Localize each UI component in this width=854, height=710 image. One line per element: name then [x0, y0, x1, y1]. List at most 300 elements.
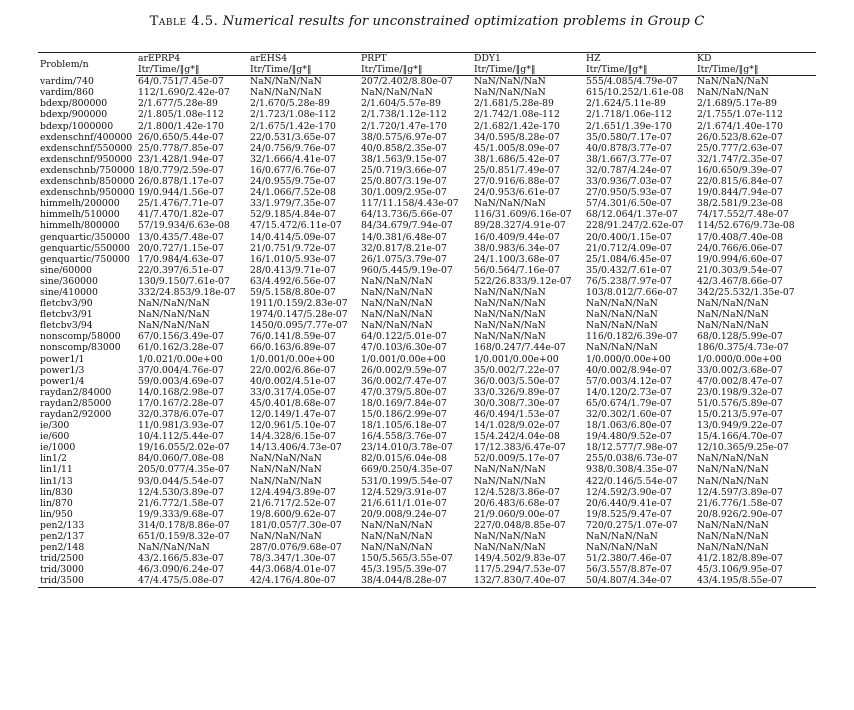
result-cell: NaN/NaN/NaN: [361, 320, 433, 332]
result-cell: 24/0.953/6.61e-07: [474, 187, 560, 199]
result-cell: 61/0.162/3.28e-07: [138, 342, 224, 354]
result-cell: 22/0.815/6.84e-07: [697, 176, 783, 188]
problem-cell: exdenschnf/550000: [40, 142, 133, 154]
method-header: HZ: [584, 53, 695, 65]
result-cell: 14/0.381/6.48e-07: [361, 231, 447, 243]
table-row: [38, 121, 816, 132]
result-cell: 45/1.005/8.09e-07: [474, 142, 560, 154]
table-row: [38, 287, 816, 298]
problem-cell: vardim/740: [40, 75, 94, 87]
result-cell: NaN/NaN/NaN: [474, 286, 546, 298]
result-cell: 1/0.000/0.00e+00: [697, 353, 782, 365]
result-cell: 37/0.004/4.76e-07: [138, 364, 224, 376]
result-cell: NaN/NaN/NaN: [586, 320, 658, 332]
problem-cell: lin1/2: [40, 453, 67, 465]
table-row: [38, 431, 816, 442]
metric-subheader: Itr/Time/‖g*‖: [136, 64, 248, 76]
result-cell: 16/4.558/3.76e-07: [361, 431, 447, 443]
result-cell: 64/0.122/5.01e-07: [361, 331, 447, 343]
table-row: [38, 476, 816, 487]
result-cell: NaN/NaN/NaN: [697, 464, 769, 476]
result-cell: 24/1.100/3.68e-07: [474, 253, 560, 265]
result-cell: NaN/NaN/NaN: [697, 298, 769, 310]
result-cell: 41/7.470/1.82e-07: [138, 209, 224, 221]
problem-cell: trid/3500: [38, 575, 136, 587]
result-cell: 10/4.112/5.44e-07: [138, 431, 224, 443]
result-cell: 116/31.609/6.16e-07: [474, 209, 572, 221]
result-cell: 68/12.064/1.37e-07: [586, 209, 678, 221]
result-cell: 18/1.105/6.18e-07: [361, 420, 447, 432]
result-cell: 13/0.435/7.48e-07: [138, 231, 224, 243]
problem-cell: exdenschnb/850000: [40, 176, 135, 188]
result-cell: 64/13.736/5.66e-07: [361, 209, 453, 221]
result-cell: 38/1.667/3.77e-07: [586, 153, 672, 165]
result-cell: NaN/NaN/NaN: [361, 519, 433, 531]
result-cell: 84/0.060/7.08e-08: [138, 453, 224, 465]
result-cell: 17/0.167/2.28e-07: [138, 397, 224, 409]
problem-cell: pen2/148: [40, 542, 85, 554]
result-cell: 114/52.676/9.73e-08: [697, 220, 795, 232]
result-cell: 14/0.168/2.98e-07: [138, 386, 224, 398]
problem-cell: sine/60000: [40, 264, 92, 276]
result-cell: 168/0.247/7.44e-07: [474, 342, 566, 354]
result-cell: 43/4.195/8.55e-07: [695, 575, 816, 587]
result-cell: 66/0.163/6.89e-07: [250, 342, 336, 354]
method-header: PRPT: [359, 53, 472, 65]
table-row: [38, 564, 816, 575]
result-cell: 38/2.581/9.23e-08: [697, 198, 783, 210]
result-cell: 12/0.961/5.10e-07: [250, 420, 336, 432]
result-cell: 36/0.002/7.47e-07: [361, 375, 447, 387]
result-cell: 42/4.176/4.80e-07: [248, 575, 359, 587]
table-row: [38, 398, 816, 409]
problem-cell: lin/830: [40, 486, 73, 498]
result-cell: 2/1.682/1.42e-170: [474, 120, 560, 132]
result-cell: 21/6.611/1.01e-07: [361, 497, 447, 509]
problem-cell: exdenschnb/950000: [40, 187, 135, 199]
table-row: [38, 487, 816, 498]
result-cell: 33/0.002/3.68e-07: [697, 364, 783, 376]
result-cell: NaN/NaN/NaN: [250, 531, 322, 543]
result-cell: 30/0.308/7.30e-07: [474, 397, 560, 409]
result-cell: 255/0.038/6.73e-07: [586, 453, 678, 465]
result-cell: 22/0.397/6.51e-07: [138, 264, 224, 276]
result-cell: NaN/NaN/NaN: [474, 298, 546, 310]
result-cell: 1/0.001/0.00e+00: [474, 353, 559, 365]
result-cell: 47/0.379/5.80e-07: [361, 386, 447, 398]
result-cell: 47/4.475/5.08e-07: [136, 575, 248, 587]
result-cell: 18/0.169/7.84e-07: [361, 397, 447, 409]
header-row-metrics: [38, 64, 816, 76]
result-cell: 2/1.681/5.28e-89: [474, 98, 554, 110]
result-cell: 132/7.830/7.40e-07: [472, 575, 584, 587]
result-cell: 21/0.751/9.72e-07: [250, 242, 336, 254]
table-row: [38, 498, 816, 509]
table-row: [38, 154, 816, 165]
result-cell: 422/0.146/5.54e-07: [586, 475, 678, 487]
table-row: [38, 531, 816, 542]
result-cell: NaN/NaN/NaN: [697, 542, 769, 554]
result-cell: 16/1.010/5.93e-07: [250, 253, 336, 265]
result-cell: 19/0.994/6.60e-07: [697, 253, 783, 265]
result-cell: 17/0.984/4.63e-07: [138, 253, 224, 265]
problem-cell: lin1/11: [40, 464, 73, 476]
result-cell: 32/1.747/2.35e-07: [697, 153, 783, 165]
problem-cell: power1/3: [40, 364, 85, 376]
result-cell: 45/0.401/8.68e-07: [250, 397, 336, 409]
result-cell: 28/0.413/9.71e-07: [250, 264, 336, 276]
table-row: [38, 575, 816, 587]
metric-subheader: Itr/Time/‖g*‖: [584, 64, 695, 76]
result-cell: 15/0.186/2.99e-07: [361, 409, 447, 420]
result-cell: 342/25.532/1.35e-07: [697, 286, 795, 298]
table-row: [38, 198, 816, 209]
result-cell: 74/17.552/7.48e-07: [697, 209, 789, 221]
metric-subheader: Itr/Time/‖g*‖: [359, 64, 472, 76]
result-cell: 2/1.674/1.40e-170: [697, 120, 783, 132]
table-row: [38, 143, 816, 154]
result-cell: 18/12.577/7.98e-07: [586, 442, 678, 454]
result-cell: 43/2.166/5.83e-07: [138, 553, 224, 565]
result-cell: 33/0.326/9.89e-07: [474, 386, 560, 398]
result-cell: NaN/NaN/NaN: [697, 320, 769, 332]
results-table: [38, 52, 816, 588]
result-cell: 40/0.002/4.51e-07: [250, 375, 336, 387]
result-cell: NaN/NaN/NaN: [697, 475, 769, 487]
problem-cell: pen2/137: [40, 531, 85, 543]
result-cell: 1/0.000/0.00e+00: [586, 353, 671, 365]
result-cell: NaN/NaN/NaN: [250, 453, 322, 465]
result-cell: 27/0.950/5.93e-07: [586, 187, 672, 199]
result-cell: 32/1.666/4.41e-07: [250, 153, 336, 165]
result-cell: 20/8.926/2.90e-07: [697, 508, 783, 520]
result-cell: 52/9.185/4.84e-07: [250, 209, 336, 221]
result-cell: 25/0.778/7.85e-07: [138, 142, 224, 154]
result-cell: 18/0.779/2.59e-07: [138, 164, 224, 176]
result-cell: 26/0.523/8.62e-07: [697, 131, 783, 143]
problem-cell: himmelh/200000: [40, 198, 120, 210]
result-cell: 1/0.001/0.00e+00: [250, 353, 335, 365]
result-cell: 19/16.055/2.02e-07: [138, 442, 230, 454]
problem-cell: fletcbv3/91: [40, 309, 93, 321]
result-cell: 20/6.483/6.68e-07: [474, 497, 560, 509]
result-cell: 555/4.085/4.79e-07: [586, 76, 678, 88]
result-cell: 522/26.833/9.12e-07: [474, 275, 572, 287]
result-cell: 32/0.787/4.24e-07: [586, 164, 672, 176]
result-cell: 20/6.440/9.41e-07: [586, 497, 672, 509]
result-cell: 82/0.015/6.04e-08: [361, 453, 447, 465]
result-cell: 32/0.378/6.07e-07: [138, 409, 224, 420]
method-header: DDY1: [472, 53, 584, 65]
result-cell: NaN/NaN/NaN: [474, 464, 546, 476]
table-row: [38, 87, 816, 98]
problem-cell: bdexp/1000000: [40, 120, 114, 132]
result-cell: 17/0.408/7.40e-08: [697, 231, 783, 243]
problem-cell: nonscomp/58000: [40, 331, 121, 343]
result-cell: 35/0.002/7.22e-07: [474, 364, 560, 376]
result-cell: 47/0.103/6.30e-07: [361, 342, 447, 354]
result-cell: NaN/NaN/NaN: [361, 87, 433, 99]
table-row: [38, 331, 816, 342]
result-cell: NaN/NaN/NaN: [474, 542, 546, 554]
result-cell: 59/5.158/8.80e-07: [250, 286, 336, 298]
result-cell: 227/0.048/8.85e-07: [474, 519, 566, 531]
table-row: [38, 509, 816, 520]
result-cell: NaN/NaN/NaN: [474, 87, 546, 99]
result-cell: 12/4.494/3.89e-07: [250, 486, 336, 498]
result-cell: 1/0.001/0.00e+00: [361, 353, 446, 365]
result-cell: 18/1.063/6.80e-07: [586, 420, 672, 432]
result-cell: 21/0.712/4.09e-07: [586, 242, 672, 254]
result-cell: 19/8.525/9.47e-07: [586, 508, 672, 520]
result-cell: 33/1.979/7.35e-07: [250, 198, 336, 210]
result-cell: 2/1.670/5.28e-89: [250, 98, 330, 110]
result-cell: 205/0.077/4.35e-07: [138, 464, 230, 476]
result-cell: 26/0.650/5.44e-07: [138, 131, 224, 143]
problem-column-header: Problem/n: [38, 53, 136, 76]
result-cell: 938/0.308/4.35e-07: [586, 464, 678, 476]
result-cell: 23/0.198/9.32e-07: [697, 386, 783, 398]
table-row: [38, 220, 816, 231]
result-cell: 89/28.327/4.91e-07: [474, 220, 566, 232]
result-cell: 2/1.718/1.06e-112: [586, 109, 672, 121]
result-cell: 19/9.333/9.68e-07: [138, 508, 224, 520]
result-cell: 15/0.213/5.97e-07: [697, 409, 783, 420]
metric-subheader: Itr/Time/‖g*‖: [472, 64, 584, 76]
result-cell: 21/9.060/9.00e-07: [474, 508, 560, 520]
result-cell: 56/0.564/7.16e-07: [474, 264, 560, 276]
result-cell: NaN/NaN/NaN: [361, 531, 433, 543]
result-cell: 112/1.690/2.42e-07: [138, 87, 230, 99]
result-cell: 15/4.242/4.04e-08: [474, 431, 560, 443]
result-cell: NaN/NaN/NaN: [697, 309, 769, 321]
metric-subheader: Itr/Time/‖g*‖: [695, 64, 816, 76]
result-cell: NaN/NaN/NaN: [474, 320, 546, 332]
result-cell: 2/1.720/1.47e-170: [361, 120, 447, 132]
table-row: [38, 542, 816, 553]
result-cell: 1/0.021/0.00e+00: [138, 353, 223, 365]
result-cell: 22/0.002/6.86e-07: [250, 364, 336, 376]
result-cell: 2/1.604/5.57e-89: [361, 98, 441, 110]
result-cell: NaN/NaN/NaN: [697, 76, 769, 88]
method-header: arEHS4: [248, 53, 359, 65]
result-cell: 14/0.120/2.73e-07: [586, 386, 672, 398]
result-cell: 19/0.944/1.56e-07: [138, 187, 224, 199]
result-cell: NaN/NaN/NaN: [361, 309, 433, 321]
result-cell: NaN/NaN/NaN: [138, 542, 210, 554]
table-row: [38, 376, 816, 387]
problem-cell: exdenschnf/400000: [40, 131, 133, 143]
result-cell: 23/1.428/1.94e-07: [138, 153, 224, 165]
result-cell: 332/24.853/9.18e-07: [138, 286, 236, 298]
result-cell: 19/8.600/9.62e-07: [250, 508, 336, 520]
problem-cell: sine/410000: [40, 286, 98, 298]
result-cell: 12/4.597/3.89e-07: [697, 486, 783, 498]
result-cell: 76/5.238/7.97e-07: [586, 275, 672, 287]
result-cell: 51/0.576/5.89e-07: [697, 397, 783, 409]
result-cell: 51/2.380/7.46e-07: [586, 553, 672, 565]
result-cell: 46/3.090/6.24e-07: [138, 564, 224, 576]
result-cell: 20/0.727/1.15e-07: [138, 242, 224, 254]
result-cell: 32/0.302/1.60e-07: [586, 409, 672, 420]
result-cell: 12/10.365/9.25e-07: [697, 442, 789, 454]
result-cell: NaN/NaN/NaN: [361, 542, 433, 554]
result-cell: NaN/NaN/NaN: [138, 309, 210, 321]
result-cell: NaN/NaN/NaN: [586, 298, 658, 310]
problem-cell: fletcbv3/90: [40, 298, 93, 310]
result-cell: 33/0.936/7.03e-07: [586, 176, 672, 188]
result-cell: 38/0.983/6.34e-07: [474, 242, 560, 254]
result-cell: 2/1.742/1.08e-112: [474, 109, 560, 121]
result-cell: 20/0.400/1.15e-07: [586, 231, 672, 243]
result-cell: 2/1.624/5.11e-89: [586, 98, 666, 110]
result-cell: 150/5.565/3.55e-07: [361, 553, 453, 565]
table-row: [38, 276, 816, 287]
result-cell: NaN/NaN/NaN: [361, 298, 433, 310]
table-row: [38, 420, 816, 431]
result-cell: 40/0.858/2.35e-07: [361, 142, 447, 154]
result-cell: 24/1.066/7.52e-08: [250, 187, 336, 199]
result-cell: 21/6.776/1.58e-07: [697, 497, 783, 509]
problem-cell: power1/4: [40, 375, 85, 387]
result-cell: 32/0.817/8.21e-07: [361, 242, 447, 254]
result-cell: 27/0.916/6.88e-07: [474, 176, 560, 188]
problem-cell: vardim/860: [40, 87, 94, 99]
result-cell: 63/4.492/6.56e-07: [250, 275, 336, 287]
problem-cell: genquartic/750000: [40, 253, 130, 265]
problem-cell: bdexp/900000: [40, 109, 108, 121]
result-cell: 2/1.689/5.17e-89: [697, 98, 777, 110]
result-cell: 35/0.580/7.17e-07: [586, 131, 672, 143]
result-cell: 14/13.406/4.73e-07: [250, 442, 342, 454]
result-cell: NaN/NaN/NaN: [138, 320, 210, 332]
result-cell: 1974/0.147/5.28e-07: [250, 309, 348, 321]
problem-cell: himmelh/800000: [40, 220, 120, 232]
result-cell: 57/0.003/4.12e-07: [586, 375, 672, 387]
result-cell: 12/4.530/3.89e-07: [138, 486, 224, 498]
result-cell: 19/4.480/9.52e-07: [586, 431, 672, 443]
table-row: [38, 309, 816, 320]
result-cell: 84/34.679/7.94e-07: [361, 220, 453, 232]
result-cell: 960/5.445/9.19e-07: [361, 264, 453, 276]
result-cell: 2/1.723/1.08e-112: [250, 109, 336, 121]
result-cell: NaN/NaN/NaN: [474, 331, 546, 343]
table-row: [38, 243, 816, 254]
result-cell: 14/0.414/5.09e-07: [250, 231, 336, 243]
result-cell: 2/1.805/1.08e-112: [138, 109, 224, 121]
result-cell: NaN/NaN/NaN: [250, 87, 322, 99]
result-cell: 615/10.252/1.61e-08: [586, 87, 684, 99]
result-cell: 228/91.247/2.62e-07: [586, 220, 684, 232]
result-cell: 314/0.178/8.86e-07: [138, 519, 230, 531]
table-row: [38, 298, 816, 309]
result-cell: NaN/NaN/NaN: [474, 76, 546, 88]
result-cell: 40/0.002/8.94e-07: [586, 364, 672, 376]
result-cell: 12/4.528/3.86e-07: [474, 486, 560, 498]
result-cell: 40/0.878/3.77e-07: [586, 142, 672, 154]
table-row: [38, 109, 816, 120]
problem-cell: trid/2500: [40, 553, 84, 565]
result-cell: 651/0.159/8.32e-07: [138, 531, 230, 543]
table-row: [38, 76, 816, 88]
result-cell: NaN/NaN/NaN: [697, 453, 769, 465]
result-cell: 13/0.949/9.22e-07: [697, 420, 783, 432]
result-cell: 25/0.777/2.63e-07: [697, 142, 783, 154]
result-cell: NaN/NaN/NaN: [586, 542, 658, 554]
result-cell: NaN/NaN/NaN: [697, 87, 769, 99]
table-row: [38, 209, 816, 220]
result-cell: 35/0.432/7.61e-07: [586, 264, 672, 276]
result-cell: 25/1.476/7.71e-07: [138, 198, 224, 210]
problem-cell: genquartic/350000: [40, 231, 130, 243]
result-cell: 1911/0.159/2.83e-07: [250, 298, 348, 310]
result-cell: 56/3.557/8.87e-07: [586, 564, 672, 576]
result-cell: 26/0.002/9.59e-07: [361, 364, 447, 376]
result-cell: 186/0.375/4.73e-07: [697, 342, 789, 354]
problem-cell: himmelh/510000: [40, 209, 120, 221]
result-cell: 25/0.807/3.19e-07: [361, 176, 447, 188]
result-cell: 24/0.766/6.06e-07: [697, 242, 783, 254]
result-cell: 11/0.981/3.93e-07: [138, 420, 224, 432]
table-row: [38, 187, 816, 198]
result-cell: NaN/NaN/NaN: [586, 342, 658, 354]
result-cell: 130/9.150/7.61e-07: [138, 275, 230, 287]
result-cell: 207/2.402/8.80e-07: [361, 76, 453, 88]
result-cell: 45/3.106/9.95e-07: [697, 564, 783, 576]
result-cell: 38/1.563/9.15e-07: [361, 153, 447, 165]
table-caption: [0, 14, 854, 29]
result-cell: 26/1.075/3.79e-07: [361, 253, 447, 265]
result-cell: 46/0.494/1.53e-07: [474, 409, 560, 420]
caption-description: Numerical results for unconstrained optimization problems in Group C: [222, 14, 705, 29]
table-row: [38, 320, 816, 331]
method-header: KD: [695, 53, 816, 65]
result-cell: 15/4.166/4.70e-07: [697, 431, 783, 443]
result-cell: 21/6.772/1.58e-07: [138, 497, 224, 509]
result-cell: NaN/NaN/NaN: [474, 198, 546, 210]
result-cell: 47/0.002/8.47e-07: [697, 375, 783, 387]
result-cell: 116/0.182/6.39e-07: [586, 331, 678, 343]
result-cell: 720/0.275/1.07e-07: [586, 519, 678, 531]
problem-cell: pen2/133: [40, 519, 85, 531]
result-cell: 44/3.068/4.01e-07: [250, 564, 336, 576]
result-cell: 78/3.347/1.30e-07: [250, 553, 336, 565]
result-cell: 669/0.250/4.35e-07: [361, 464, 453, 476]
result-cell: 30/1.009/2.95e-07: [361, 187, 447, 199]
result-cell: 38/4.044/8.28e-07: [359, 575, 472, 587]
result-cell: 25/1.084/6.45e-07: [586, 253, 672, 265]
result-cell: 64/0.751/7.45e-07: [138, 76, 224, 88]
problem-cell: ie/300: [40, 420, 70, 432]
result-cell: 2/1.675/1.42e-170: [250, 120, 336, 132]
result-cell: 531/0.199/5.54e-07: [361, 475, 453, 487]
table-row: [38, 132, 816, 143]
result-cell: 47/15.472/6.11e-07: [250, 220, 342, 232]
result-cell: 1450/0.095/7.77e-07: [250, 320, 348, 332]
result-cell: 52/0.009/5.17e-07: [474, 453, 560, 465]
result-cell: NaN/NaN/NaN: [474, 531, 546, 543]
method-header: arEPRP4: [136, 53, 248, 65]
problem-cell: ie/1000: [40, 442, 76, 454]
header-row-methods: [38, 53, 816, 65]
problem-cell: ie/600: [40, 431, 70, 443]
result-cell: 2/1.738/1.12e-112: [361, 109, 447, 121]
result-cell: NaN/NaN/NaN: [250, 464, 322, 476]
table-row: [38, 354, 816, 365]
result-cell: 20/9.008/9.24e-07: [361, 508, 447, 520]
result-cell: 34/0.595/8.28e-07: [474, 131, 560, 143]
result-cell: 59/0.003/4.69e-07: [138, 375, 224, 387]
